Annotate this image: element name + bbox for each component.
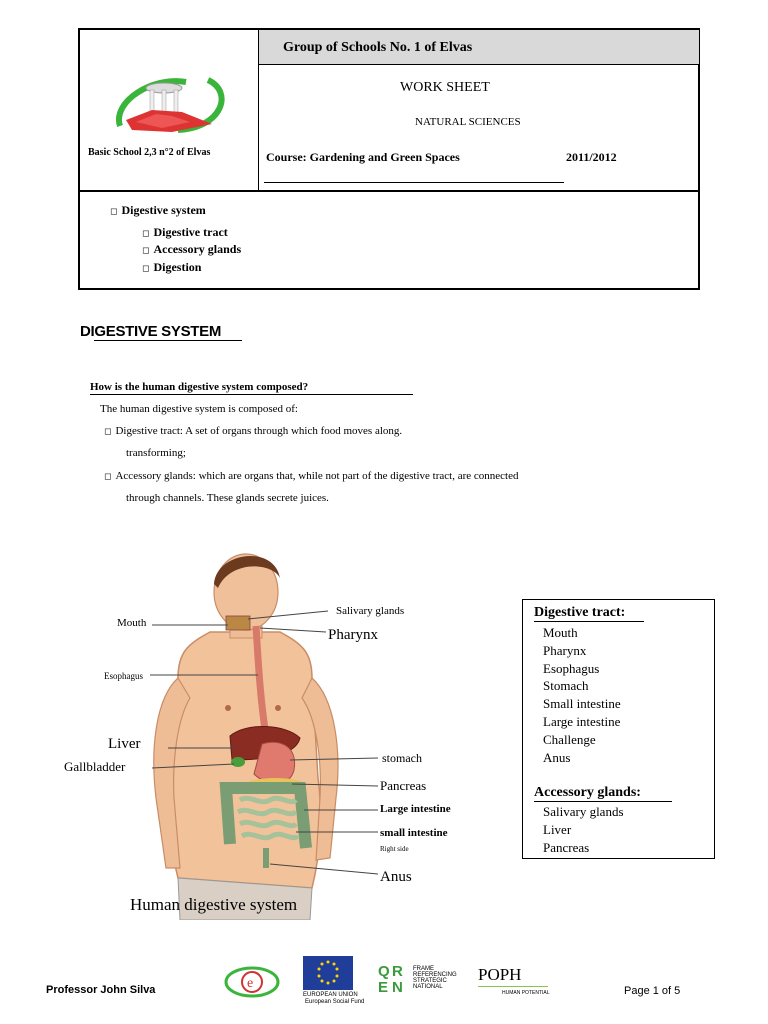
- question: How is the human digestive system composed?: [90, 381, 309, 393]
- eu-flag-icon: [303, 956, 353, 990]
- intro-text: The human digestive system is composed of:: [100, 403, 298, 415]
- school-year: 2011/2012: [566, 150, 617, 164]
- section-title-underline: [94, 340, 242, 341]
- topic-item: [142, 260, 201, 275]
- svg-text:e: e: [247, 976, 254, 991]
- subject: NATURAL SCIENCES: [415, 116, 521, 128]
- svg-text:R: R: [392, 963, 403, 980]
- svg-text:E: E: [378, 979, 389, 994]
- point-1-text: Digestive tract: A set of organs through which food moves along.: [115, 425, 403, 437]
- qren-line: FRAME: [413, 966, 434, 972]
- tract-item: Large intestine: [543, 714, 621, 729]
- label-pharynx: Pharynx: [328, 627, 378, 643]
- school-name: Basic School 2,3 n°2 of Elvas: [88, 147, 211, 158]
- label-anus: Anus: [380, 869, 412, 885]
- gland-item: Liver: [543, 822, 572, 837]
- glands-heading: Accessory glands:: [534, 785, 672, 802]
- qren-line: NATIONAL: [413, 984, 443, 990]
- name-line: [264, 182, 564, 183]
- qren-logo-icon: [378, 962, 410, 994]
- tract-item: Anus: [543, 750, 571, 765]
- label-pancreas: Pancreas: [380, 778, 427, 793]
- tract-item: Esophagus: [543, 661, 600, 676]
- tract-item: Challenge: [543, 732, 596, 747]
- qren-line: STRATEGIC: [413, 978, 447, 984]
- worksheet-title: WORK SHEET: [400, 80, 490, 95]
- label-stomach: stomach: [382, 751, 422, 765]
- header-divider: [258, 30, 259, 192]
- bullet-icon: ◻: [104, 472, 112, 482]
- point-1: [104, 425, 402, 437]
- school-e-logo-icon: [222, 962, 282, 1002]
- svg-text:Q: Q: [378, 963, 390, 980]
- label-right-side: Right side: [380, 845, 409, 853]
- bullet-icon: ◻: [142, 264, 150, 274]
- label-gallbladder: Gallbladder: [64, 759, 126, 774]
- tract-item: Pharynx: [543, 643, 587, 658]
- point-2: [104, 470, 518, 482]
- eu-label: EUROPEAN UNION: [303, 992, 358, 998]
- qren-line: REFERENCING: [413, 972, 457, 978]
- bullet-icon: ◻: [142, 229, 150, 239]
- tract-item: Mouth: [543, 625, 578, 640]
- digestive-system-illustration: [60, 548, 500, 920]
- point-2-text: Accessory glands: which are organs that, while not part of the digestive tract, are connected: [115, 470, 519, 482]
- section-title: DIGESTIVE SYSTEM: [80, 323, 222, 340]
- poph-divider: [478, 986, 548, 987]
- topic-item: [142, 242, 241, 257]
- bullet-icon: ◻: [110, 207, 118, 217]
- poph-subtitle: HUMAN POTENTIAL: [502, 990, 550, 996]
- label-large-intestine: Large intestine: [380, 803, 451, 815]
- tract-item: Small intestine: [543, 696, 621, 711]
- school-logo-icon: [112, 72, 232, 136]
- question-underline: [90, 394, 413, 395]
- label-salivary-glands: Salivary glands: [336, 605, 405, 617]
- footer-author: Professor John Silva: [46, 984, 156, 996]
- label-small-intestine: small intestine: [380, 827, 448, 839]
- page-number: Page 1 of 5: [624, 985, 681, 997]
- bullet-icon: ◻: [104, 427, 112, 437]
- school-group-name: Group of Schools No. 1 of Elvas: [283, 40, 473, 55]
- svg-text:N: N: [392, 979, 403, 994]
- qren-text: [413, 966, 457, 990]
- topic-item: [142, 225, 228, 240]
- label-mouth: Mouth: [117, 617, 147, 629]
- poph-logo: POPH: [478, 965, 522, 984]
- bullet-icon: ◻: [142, 246, 150, 256]
- figure-caption: Human digestive system: [130, 895, 298, 914]
- topic-item-label: Digestion: [153, 260, 202, 274]
- topic-item-label: Accessory glands: [153, 242, 242, 256]
- label-liver: Liver: [108, 736, 141, 752]
- topic-main: [110, 203, 206, 218]
- label-esophagus: Esophagus: [104, 671, 143, 681]
- gland-item: Salivary glands: [543, 804, 624, 819]
- eu-fund-label: European Social Fund: [305, 999, 365, 1005]
- tract-item: Stomach: [543, 678, 589, 693]
- course: Course: Gardening and Green Spaces: [266, 150, 460, 164]
- topic-main-label: Digestive system: [121, 203, 206, 217]
- point-1-continued: transforming;: [126, 447, 186, 459]
- gland-item: Pancreas: [543, 840, 590, 855]
- tract-heading: Digestive tract:: [534, 605, 644, 622]
- point-2-continued: through channels. These glands secrete juices.: [126, 492, 329, 504]
- topic-item-label: Digestive tract: [153, 225, 228, 239]
